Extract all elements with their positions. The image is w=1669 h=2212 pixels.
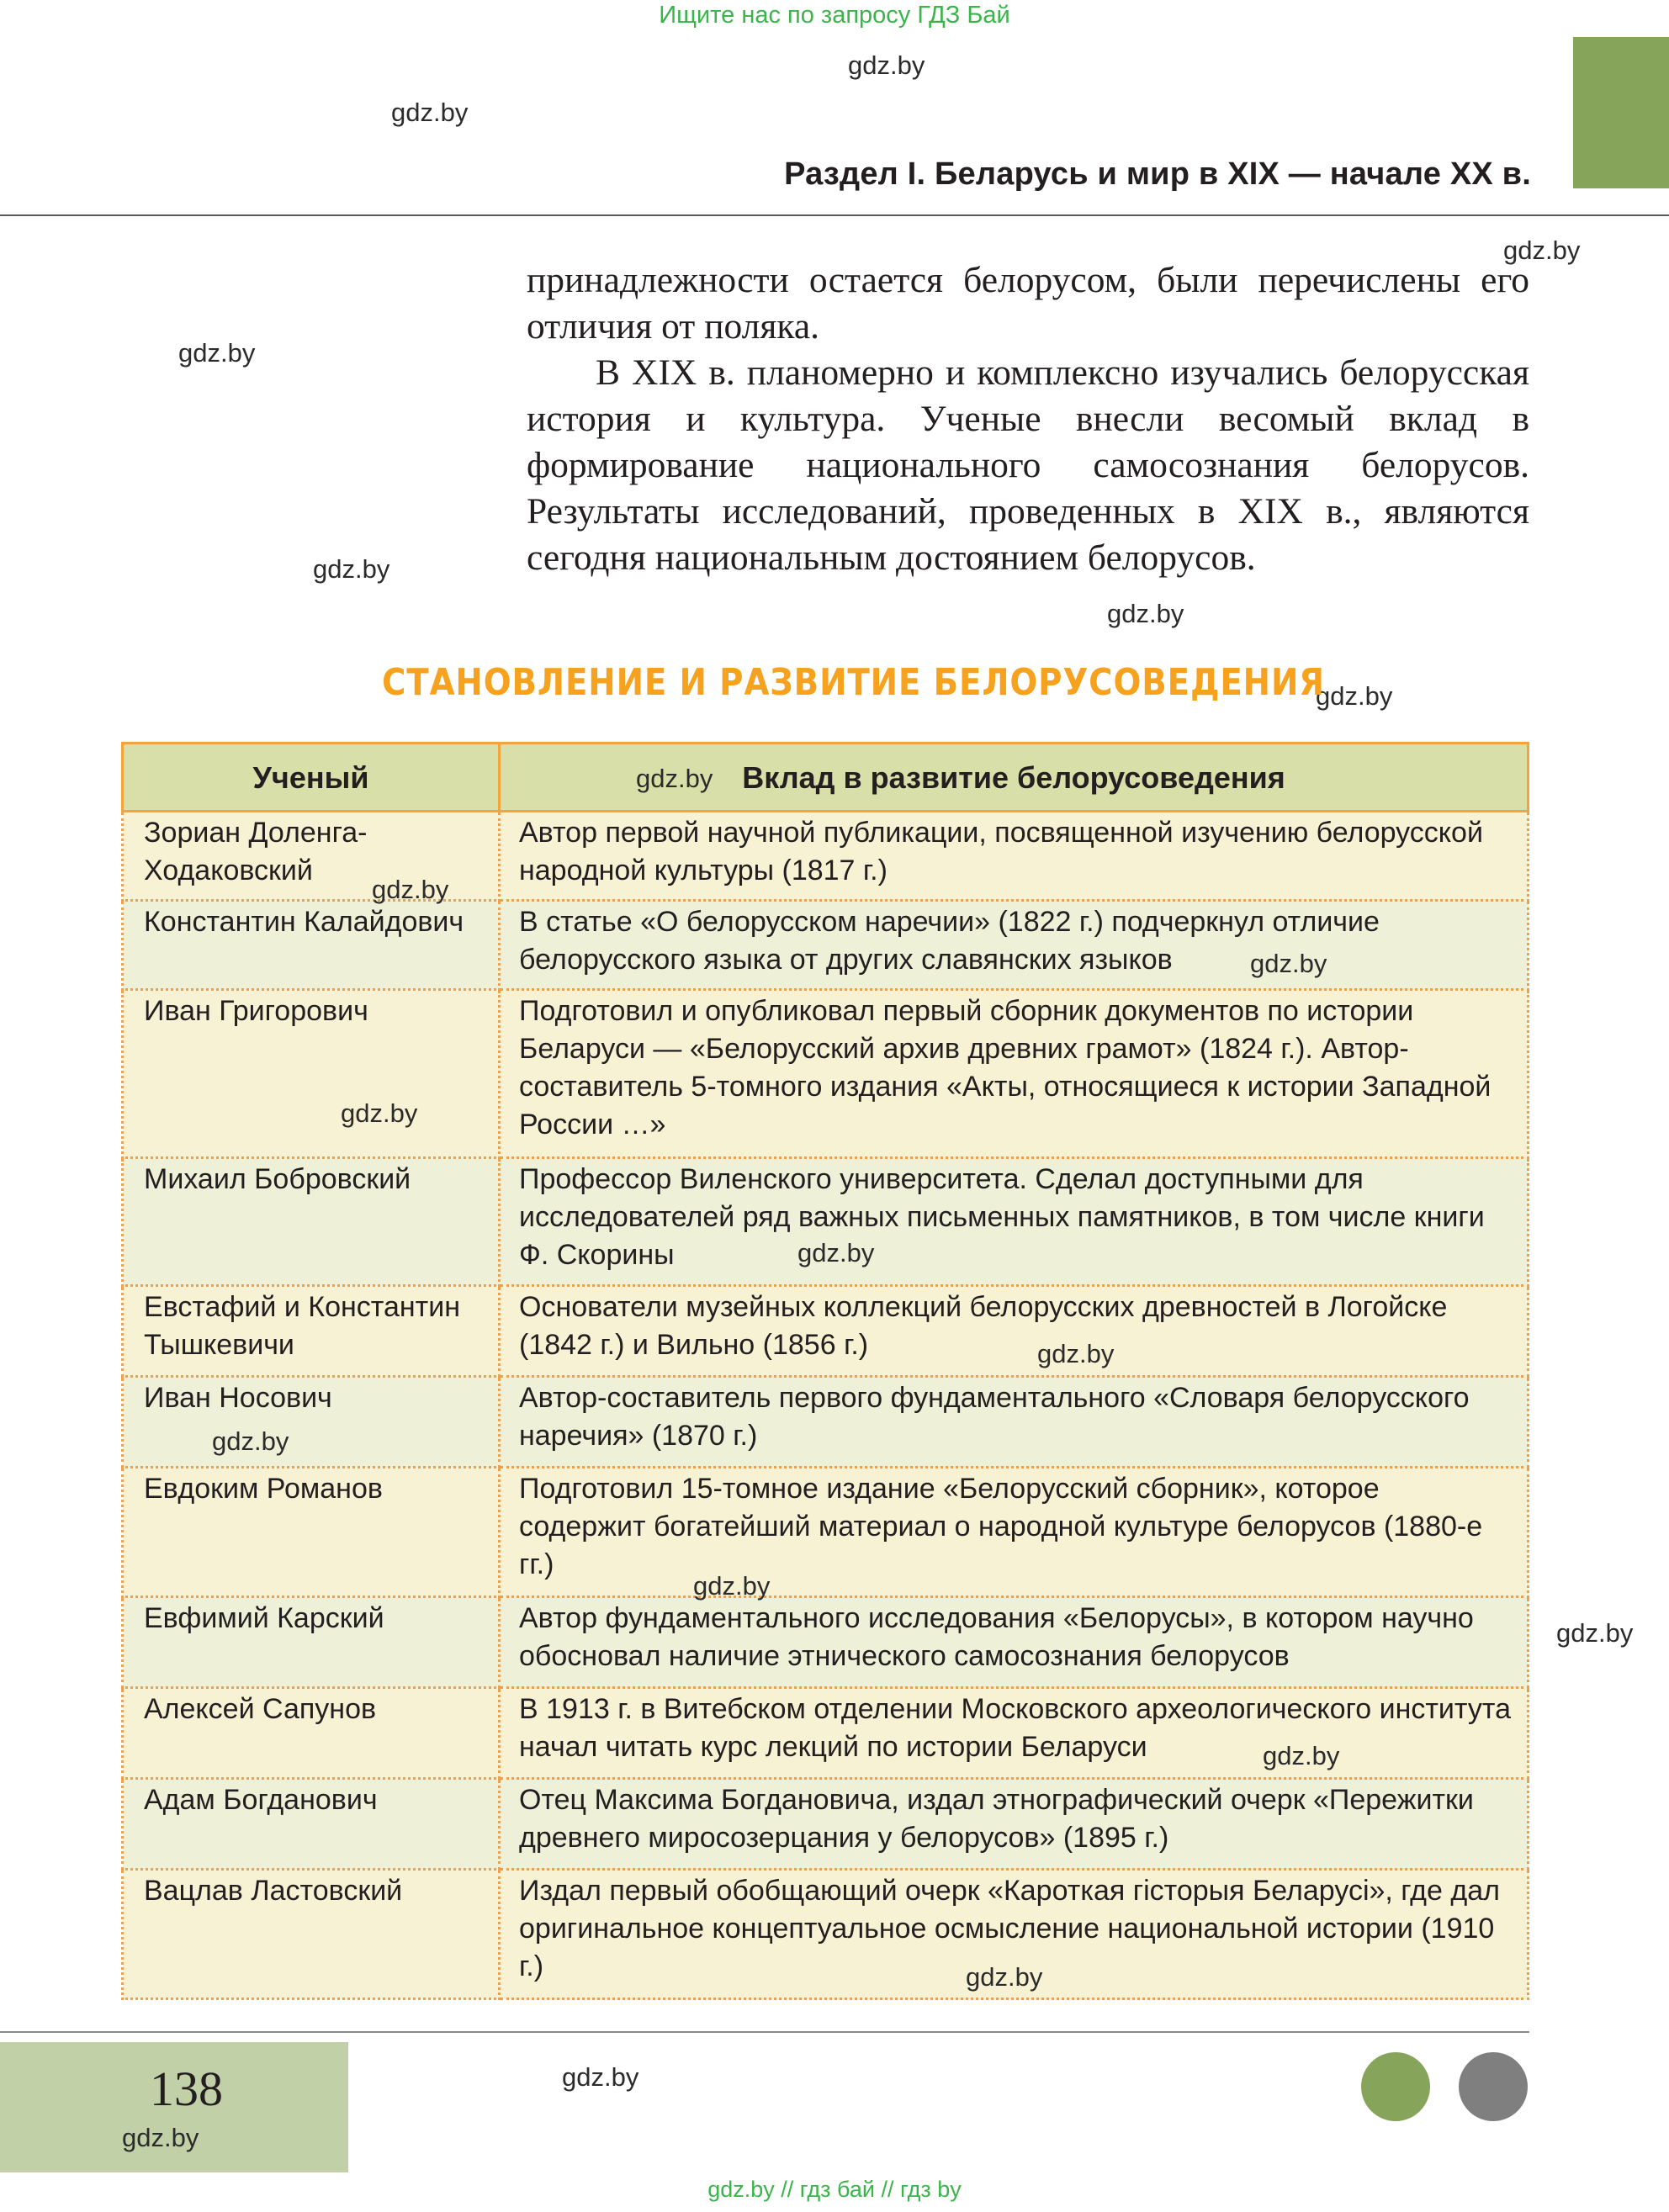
paragraph: В XIX в. планомерно и комплексно изучались белорусская история и культура. Ученые внесли весомый вклад в формирование национального самосознания белорусов. Результаты исследований, проведенных в XIX в., являются сегодня национальным достоянием белорусов. [527,352,1529,578]
watermark: gdz.by [313,554,390,584]
scholar-name: Михаил Бобровский [123,1158,500,1286]
table-row [123,1597,1529,1688]
table-row [123,1779,1529,1870]
watermark: gdz.by [1316,681,1393,711]
scholar-name: Иван Носович [123,1377,500,1468]
footer-divider [0,2031,1529,2033]
scholar-name: Зориан Доленга-Ходаковский [123,812,500,901]
watermark: gdz.by [848,50,925,80]
watermark: gdz.by [693,1571,771,1601]
table-row [123,990,1529,1158]
column-header-scholar: Ученый [123,744,500,812]
watermark: gdz.by [1037,1339,1115,1368]
scholar-name: Иван Григорович [123,990,500,1158]
column-header-contribution: Вклад в развитие белорусоведения [500,744,1529,812]
scholar-name: Вацлав Ластовский [123,1870,500,1999]
watermark: gdz.by [966,1962,1043,1992]
section-title: Раздел I. Беларусь и мир в XIX — начале XX в. [784,156,1531,192]
watermark: gdz.by [122,2123,199,2152]
scholars-table [121,742,1529,2000]
watermark: gdz.by [797,1238,875,1267]
table-row [123,1286,1529,1377]
watermark: gdz.by [1107,599,1184,628]
chapter-tab [1573,37,1669,188]
contribution: Автор первой научной публикации, посвященной изучению белорусской народной культуры (1817 г.) [500,812,1529,901]
bottom-links[interactable]: gdz.by // гдз бай // гдз by [707,2177,962,2202]
contribution: Отец Максима Богдановича, издал этнографический очерк «Пережитки древнего миросозерцания у белорусов» (1895 г.) [500,1779,1529,1870]
contribution: Профессор Виленского университета. Сделал доступными для исследователей ряд важных письменных памятников, в том числе книги Ф. Скорины [500,1158,1529,1286]
watermark: gdz.by [212,1426,289,1456]
table-row [123,1870,1529,1999]
watermark: gdz.by [178,338,256,368]
watermark: gdz.by [1250,949,1327,978]
contribution: В статье «О белорусском наречии» (1822 г.) подчеркнул отличие белорусского языка от других славянских языков [500,901,1529,990]
scholar-name: Евфимий Карский [123,1597,500,1688]
contribution: Подготовил и опубликовал первый сборник документов по истории Беларуси — «Белорусский архив древних грамот» (1824 г.). Автор-составитель 5-томного издания «Акты, относящиеся к истории Западной России …» [500,990,1529,1158]
watermark: gdz.by [1556,1618,1634,1648]
scholar-name: Евдоким Романов [123,1468,500,1597]
top-search-link[interactable]: Ищите нас по запросу ГДЗ Бай [659,2,1010,29]
table-heading: СТАНОВЛЕНИЕ И РАЗВИТИЕ БЕЛОРУСОВЕДЕНИЯ [382,661,1325,704]
watermark: gdz.by [341,1098,418,1128]
watermark: gdz.by [1263,1741,1340,1770]
header-divider [0,214,1669,216]
watermark: gdz.by [1503,235,1581,265]
contribution: Автор фундаментального исследования «Белорусы», в котором научно обосновал наличие этнического самосознания белорусов [500,1597,1529,1688]
watermark: gdz.by [391,98,469,127]
watermark: gdz.by [562,2062,639,2092]
scholar-name: Евстафий и Константин Тышкевичи [123,1286,500,1377]
contribution: Подготовил 15-томное издание «Белорусский сборник», которое содержит богатейший материал о народной культуре белорусов (1880-е гг.) [500,1468,1529,1597]
scholar-name: Константин Калайдович [123,901,500,990]
contribution: Основатели музейных коллекций белорусских древностей в Логойске (1842 г.) и Вильно (1856 г.) [500,1286,1529,1377]
watermark: gdz.by [636,764,713,793]
scholar-name: Алексей Сапунов [123,1688,500,1779]
scholar-name: Адам Богданович [123,1779,500,1870]
page-number: 138 [150,2061,223,2116]
watermark: gdz.by [372,875,449,904]
body-text [527,257,1529,581]
table-header-row [123,744,1529,812]
contribution: Издал первый обобщающий очерк «Кароткая гісторыя Беларусі», где дал оригинальное концептуальное осмысление национальной истории (1910 г.) [500,1870,1529,1999]
contribution: В 1913 г. в Витебском отделении Московского археологического института начал читать курс лекций по истории Беларуси [500,1688,1529,1779]
green-circle-icon [1361,2052,1430,2121]
table-row [123,1468,1529,1597]
gray-circle-icon [1459,2052,1528,2121]
table-row [123,1377,1529,1468]
paragraph: принадлежности остается белорусом, были перечислены его отличия от поляка. [527,260,1529,347]
contribution: Автор-составитель первого фундаментального «Словаря белорусского наречия» (1870 г.) [500,1377,1529,1468]
table-row [123,812,1529,901]
